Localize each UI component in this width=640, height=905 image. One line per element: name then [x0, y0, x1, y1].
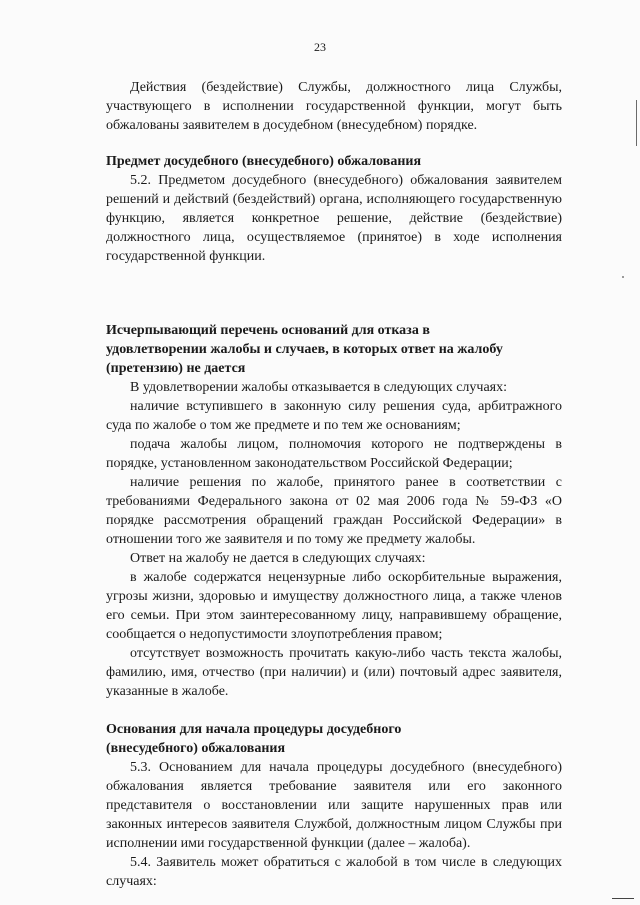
- paragraph-appeal-intro: Действия (бездействие) Службы, должностного лица Службы, участвующего в исполнении государственной функции, могут быть обжалованы заявителем в досудебном (внесудебном) порядке.: [106, 80, 562, 133]
- paragraph-5-3: 5.3. Основанием для начала процедуры досудебного (внесудебного) обжалования является требование заявителя или его законного представителя о восстановлении или защите нарушенных прав или законных интересов заявителя Службой, должностным лицом Службы при исполнении ими государственной функции (далее – жалоба).: [106, 760, 562, 851]
- page-number: 23: [314, 40, 326, 54]
- heading-refusal-line1: Исчерпывающий перечень оснований для отказа в: [106, 323, 430, 338]
- scan-edge-mark: [636, 100, 637, 146]
- heading-appeal-subject: Предмет досудебного (внесудебного) обжалования: [106, 154, 422, 169]
- heading-refusal-line3: (претензию) не дается: [106, 361, 246, 376]
- scan-corner-mark: [612, 898, 634, 899]
- paragraph-unconfirmed-authority: подача жалобы лицом, полномочия которого не подтверждены в порядке, установленном законодательством Российской Федерации;: [106, 437, 562, 471]
- paragraph-refusal-cases: В удовлетворении жалобы отказывается в следующих случаях:: [130, 380, 508, 395]
- heading-procedure-start-line1: Основания для начала процедуры досудебного: [106, 722, 402, 737]
- paragraph-5-2: 5.2. Предметом досудебного (внесудебного) обжалования заявителем решений и действий (бездействий) органа, исполняющего государственную функцию, является конкретное решение, действие (бездействие) должностного лица, осуществляемое (принятое) в ходе исполнения государственной функции.: [106, 173, 562, 264]
- heading-refusal-line2: удовлетворении жалобы и случаев, в которых ответ на жалобу: [106, 342, 503, 357]
- paragraph-5-4: 5.4. Заявитель может обратиться с жалобой в том числе в следующих случаях:: [106, 855, 562, 889]
- paragraph-offensive-language: в жалобе содержатся нецензурные либо оскорбительные выражения, угрозы жизни, здоровью и имуществу должностного лица, а также членов его семьи. При этом заинтересованному лицу, направившему обращение, сообщается о недопустимости злоупотребления правом;: [106, 570, 562, 642]
- document-body: [106, 78, 562, 891]
- paragraph-court-decision: наличие вступившего в законную силу решения суда, арбитражного суда по жалобе о том же предмете и по тем же основаниям;: [106, 399, 562, 433]
- paragraph-no-response-cases: Ответ на жалобу не дается в следующих случаях:: [130, 551, 426, 566]
- paragraph-unreadable-text: отсутствует возможность прочитать какую-либо часть текста жалобы, фамилию, имя, отчество (при наличии) и (или) почтовый адрес заявителя, указанные в жалобе.: [106, 646, 562, 699]
- scan-dot-mark: [622, 276, 624, 278]
- heading-procedure-start-line2: (внесудебного) обжалования: [106, 741, 286, 756]
- paragraph-prior-decision: наличие решения по жалобе, принятого ранее в соответствии с требованиями Федерального закона от 02 мая 2006 года № 59-ФЗ «О порядке рассмотрения обращений граждан Российской Федерации» в отношении того же заявителя и по тому же предмету жалобы.: [106, 475, 562, 547]
